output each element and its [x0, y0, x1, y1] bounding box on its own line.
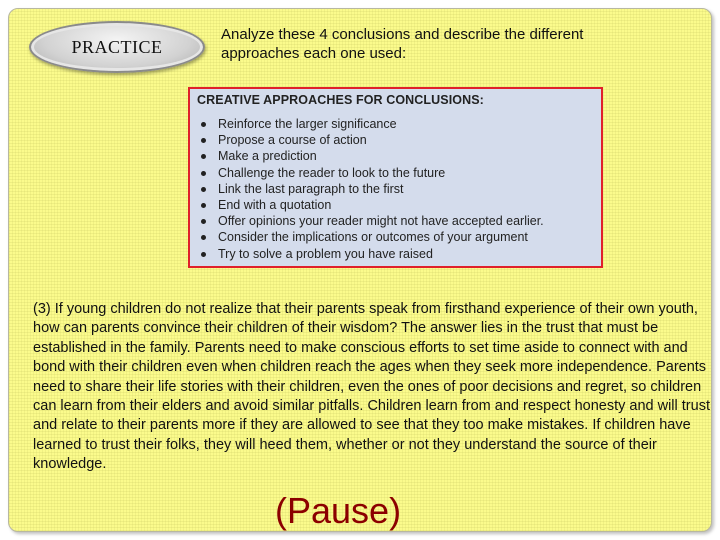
list-item-label: Propose a course of action: [218, 133, 367, 148]
bullet-icon: [201, 219, 206, 224]
practice-badge-label: PRACTICE: [71, 36, 163, 57]
slide-background: [8, 8, 712, 532]
bullet-icon: [201, 122, 206, 127]
instruction-text: [221, 25, 691, 63]
list-item: [197, 116, 601, 132]
list-item-label: Reinforce the larger significance: [218, 117, 397, 131]
list-item: [197, 229, 601, 245]
practice-badge: [29, 21, 205, 73]
approaches-box: [188, 87, 603, 268]
bullet-icon: [201, 171, 206, 176]
list-item: [197, 246, 601, 262]
list-item-label: Link the last paragraph to the first: [218, 181, 404, 196]
approaches-list: [197, 116, 601, 262]
list-item: [197, 197, 601, 213]
list-item-label: Try to solve a problem you have raised: [218, 246, 433, 261]
bullet-icon: [201, 252, 206, 257]
pause-label: (Pause): [275, 490, 402, 531]
list-item: [197, 132, 601, 148]
list-item: [197, 165, 601, 181]
bullet-icon: [201, 154, 206, 159]
list-item-label: Challenge the reader to look to the future: [218, 165, 446, 180]
approaches-heading: CREATIVE APPROACHES FOR CONCLUSIONS:: [197, 93, 484, 107]
instruction-line: approaches each one used:: [221, 45, 407, 62]
list-item-label: Consider the implications or outcomes of your argument: [218, 230, 528, 245]
bullet-icon: [201, 187, 206, 192]
sample-conclusion-passage: (3) If young children do not realize that their parents speak from firsthand experience of their own youth, how can parents convince their children of their wisdom? The answer lies in the trust that must be established in the family. Parents need to make conscious efforts to set time aside to connect with and bond with their children even when children reach the ages when they seek more independence. Parents need to share their life stories with their children, even the ones of poor decisions and regret, so children can learn from their elders and avoid similar pitfalls. Children learn from and respect honesty and will trust and relate to their parents more if they are allowed to see that they too make mistakes. If children have learned to trust their folks, they will heed them, whether or not they understand the source of their knowledge.: [33, 301, 710, 473]
list-item: [197, 148, 601, 164]
list-item: [197, 213, 601, 229]
bullet-icon: [201, 203, 206, 208]
bullet-icon: [201, 235, 206, 240]
list-item-label: Make a prediction: [218, 149, 317, 164]
list-item-label: End with a quotation: [218, 198, 332, 213]
list-item-label: Offer opinions your reader might not have accepted earlier.: [218, 214, 544, 229]
bullet-icon: [201, 138, 206, 143]
list-item: [197, 181, 601, 197]
instruction-line: Analyze these 4 conclusions and describe the different: [221, 26, 584, 43]
